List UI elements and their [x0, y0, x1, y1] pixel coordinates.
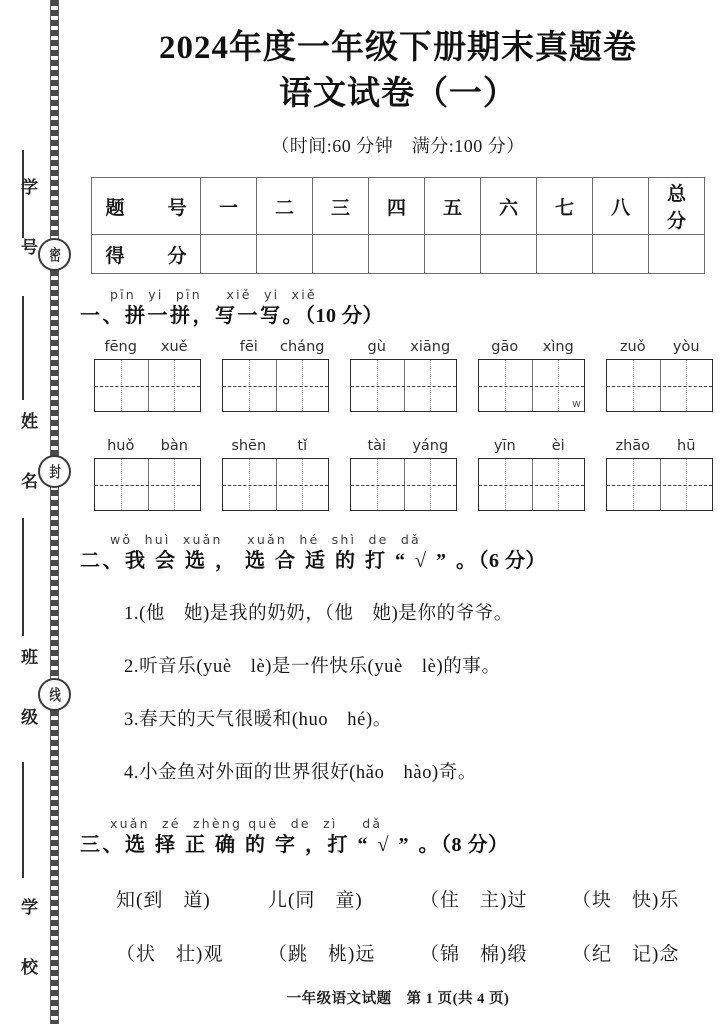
pinyin-syllable: èi: [551, 438, 565, 454]
score-cell-5[interactable]: [425, 235, 481, 274]
pinyin-syllable: xìng: [542, 339, 574, 355]
pinyin-syllable: xiāng: [410, 339, 451, 355]
tianzige-box[interactable]: [606, 458, 713, 511]
fill-rule-2: [22, 296, 24, 400]
score-table-header-question: 题 号: [92, 178, 201, 235]
fill-rule-3: [22, 518, 24, 636]
pinyin-syllable: hū: [677, 438, 696, 454]
choice-item-1-2[interactable]: 儿(同 童): [268, 890, 363, 911]
grid-center-horizontal: [223, 485, 328, 486]
sealing-margin: [0, 0, 72, 1024]
section-three-pinyin: xuǎn zé zhèng què de zì dǎ: [110, 816, 383, 831]
writing-pinyin-2-5: [606, 436, 713, 456]
section-three-title-text: 三、选 择 正 确 的 字 ，打 “ √ ” 。: [80, 834, 441, 856]
pinyin-syllable: yáng: [412, 438, 449, 454]
spacer: [80, 574, 724, 601]
score-table-header-score: 得 分: [92, 235, 201, 274]
score-col-4: 四: [369, 178, 425, 235]
score-cell-2[interactable]: [257, 235, 313, 274]
tianzige-box[interactable]: [478, 458, 585, 511]
question-2-4[interactable]: 4.小金鱼对外面的世界很好(hǎo hào)奇。: [124, 763, 478, 783]
page-title-line-1: 2024年度一年级下册期末真题卷: [159, 30, 637, 66]
score-col-7: 七: [537, 178, 593, 235]
seal-stamp-1: [38, 238, 71, 271]
grid-center-horizontal: [479, 485, 584, 486]
tianzige-box[interactable]: [222, 458, 329, 511]
score-col-5: 五: [425, 178, 481, 235]
spacer: [80, 627, 724, 654]
pinyin-syllable: yòu: [672, 339, 700, 355]
section-one-points: （10 分）: [305, 305, 383, 327]
spacer: [80, 733, 724, 760]
writing-unit-1-3: [350, 337, 457, 412]
grid-center-horizontal: [351, 485, 456, 486]
writing-pinyin-2-3: [350, 436, 457, 456]
score-table-wrapper: [91, 177, 705, 274]
writing-pinyin-1-1: [94, 337, 201, 357]
grid-center-horizontal: [95, 386, 200, 387]
section-two-points: （6 分）: [478, 550, 546, 572]
tianzige-box[interactable]: [350, 359, 457, 412]
section-one-pinyin: pīn yi pīn xiě yi xiě: [110, 287, 317, 302]
pinyin-syllable: fēi: [239, 339, 258, 355]
table-row-scores: [92, 235, 705, 274]
seam-rail-right: [58, 0, 59, 1024]
exam-subtitle: （时间:60 分钟 满分:100 分）: [271, 136, 525, 156]
tianzige-box[interactable]: [478, 359, 585, 412]
perforation-line: [51, 0, 58, 1024]
choice-item-1-3[interactable]: （住 主)过: [420, 890, 528, 911]
tianzige-box[interactable]: [222, 359, 329, 412]
score-cell-7[interactable]: [537, 235, 593, 274]
grid-center-horizontal: [607, 485, 712, 486]
choice-row-2: [116, 939, 724, 966]
writing-pinyin-1-5: [606, 337, 713, 357]
seal-stamp-2: [38, 455, 71, 488]
score-col-2: 二: [257, 178, 313, 235]
writing-unit-1-5: [606, 337, 713, 412]
choice-row-1: [116, 885, 724, 912]
pinyin-syllable: zhāo: [615, 438, 651, 454]
tianzige-box[interactable]: [350, 458, 457, 511]
grid-center-horizontal: [479, 386, 584, 387]
table-row-question-numbers: [92, 178, 705, 235]
pinyin-syllable: bàn: [160, 438, 188, 454]
writing-unit-2-2: [222, 436, 329, 511]
writing-pinyin-1-3: [350, 337, 457, 357]
grid-center-horizontal: [95, 485, 200, 486]
margin-label-class: 班 级: [18, 648, 37, 738]
grid-center-horizontal: [607, 386, 712, 387]
question-2-2[interactable]: 2.听音乐(yuè lè)是一件快乐(yuè lè)的事。: [124, 657, 501, 677]
page-footer: 一年级语文试题 第 1 页(共 4 页): [286, 991, 510, 1007]
score-cell-3[interactable]: [313, 235, 369, 274]
writing-unit-2-4: [478, 436, 585, 511]
spacer: [80, 680, 724, 707]
score-cell-1[interactable]: [201, 235, 257, 274]
score-cell-4[interactable]: [369, 235, 425, 274]
fill-rule-4: [22, 762, 24, 878]
seal-stamp-3: [38, 678, 71, 711]
choice-item-2-1[interactable]: （状 壮)观: [116, 944, 224, 965]
pinyin-syllable: xuě: [160, 339, 188, 355]
tianzige-box[interactable]: [94, 359, 201, 412]
choice-item-2-4[interactable]: （纪 记)念: [572, 944, 680, 965]
pinyin-syllable: shēn: [231, 438, 267, 454]
writing-pinyin-1-2: [222, 337, 329, 357]
pinyin-syllable: yīn: [493, 438, 516, 454]
score-col-total: 总 分: [649, 178, 705, 235]
choice-item-2-2[interactable]: （跳 桃)远: [268, 944, 376, 965]
score-cell-total[interactable]: [649, 235, 705, 274]
margin-label-school: 学 校: [18, 898, 37, 988]
writing-unit-1-1: [94, 337, 201, 412]
score-col-8: 八: [593, 178, 649, 235]
seal-char-2: 封: [49, 465, 59, 481]
writing-unit-2-3: [350, 436, 457, 511]
pinyin-syllable: huǒ: [107, 438, 135, 454]
pinyin-syllable: tǐ: [297, 438, 308, 454]
section-three-title: [80, 832, 724, 858]
grid-center-horizontal: [351, 386, 456, 387]
section-one-title-text: 一、拼一拼，写一写。: [80, 305, 305, 327]
writing-pinyin-2-1: [94, 436, 201, 456]
question-2-3[interactable]: 3.春天的天气很暖和(huo hé)。: [124, 710, 392, 730]
page-title-line-2: 语文试卷（一）: [279, 76, 517, 112]
question-2-1[interactable]: 1.(他 她)是我的奶奶，（他 她)是你的爷爷。: [124, 604, 514, 624]
spacer: [80, 912, 724, 939]
writing-unit-2-1: [94, 436, 201, 511]
seal-char-1: 密: [49, 248, 59, 264]
section-three: [80, 816, 724, 966]
writing-pinyin-1-4: [478, 337, 585, 357]
writing-unit-1-2: [222, 337, 329, 412]
writing-row-2: [94, 436, 724, 511]
score-col-6: 六: [481, 178, 537, 235]
choice-item-1-1[interactable]: 知(到 道): [116, 890, 211, 911]
writing-pinyin-2-4: [478, 436, 585, 456]
margin-label-student-name: 姓 名: [18, 412, 37, 502]
section-two-title: [80, 548, 724, 574]
pinyin-syllable: gāo: [491, 339, 519, 355]
score-cell-8[interactable]: [593, 235, 649, 274]
score-cell-6[interactable]: [481, 235, 537, 274]
writing-row-1: [94, 337, 724, 412]
pinyin-syllable: tài: [367, 438, 387, 454]
section-one: [80, 287, 724, 511]
section-three-points: （8 分）: [440, 834, 509, 856]
seal-char-3: 线: [49, 688, 59, 704]
pinyin-syllable: zuǒ: [619, 339, 646, 355]
grid-center-horizontal: [223, 386, 328, 387]
score-table: [91, 177, 705, 274]
section-one-title: [80, 303, 724, 329]
margin-label-student-number: 学 号: [18, 178, 37, 268]
score-col-1: 一: [201, 178, 257, 235]
writing-unit-2-5: [606, 436, 713, 511]
section-two-pinyin: wǒ huì xuǎn xuǎn hé shì de dǎ: [110, 532, 421, 547]
exam-content: [72, 0, 724, 1024]
writing-unit-1-4: [478, 337, 585, 412]
pinyin-syllable: cháng: [280, 339, 325, 355]
watermark-letter: w: [572, 397, 581, 410]
tianzige-box[interactable]: [606, 359, 713, 412]
choice-item-2-3[interactable]: （锦 棉)缎: [420, 944, 528, 965]
section-two-title-text: 二、我 会 选 ， 选 合 适 的 打 “ √ ” 。: [80, 550, 479, 572]
section-two: [80, 532, 724, 786]
score-col-3: 三: [313, 178, 369, 235]
tianzige-box[interactable]: [94, 458, 201, 511]
pinyin-syllable: fēng: [104, 339, 137, 355]
spacer: [80, 858, 724, 885]
pinyin-syllable: gù: [367, 339, 386, 355]
writing-pinyin-2-2: [222, 436, 329, 456]
choice-item-1-4[interactable]: （块 快)乐: [572, 890, 680, 911]
